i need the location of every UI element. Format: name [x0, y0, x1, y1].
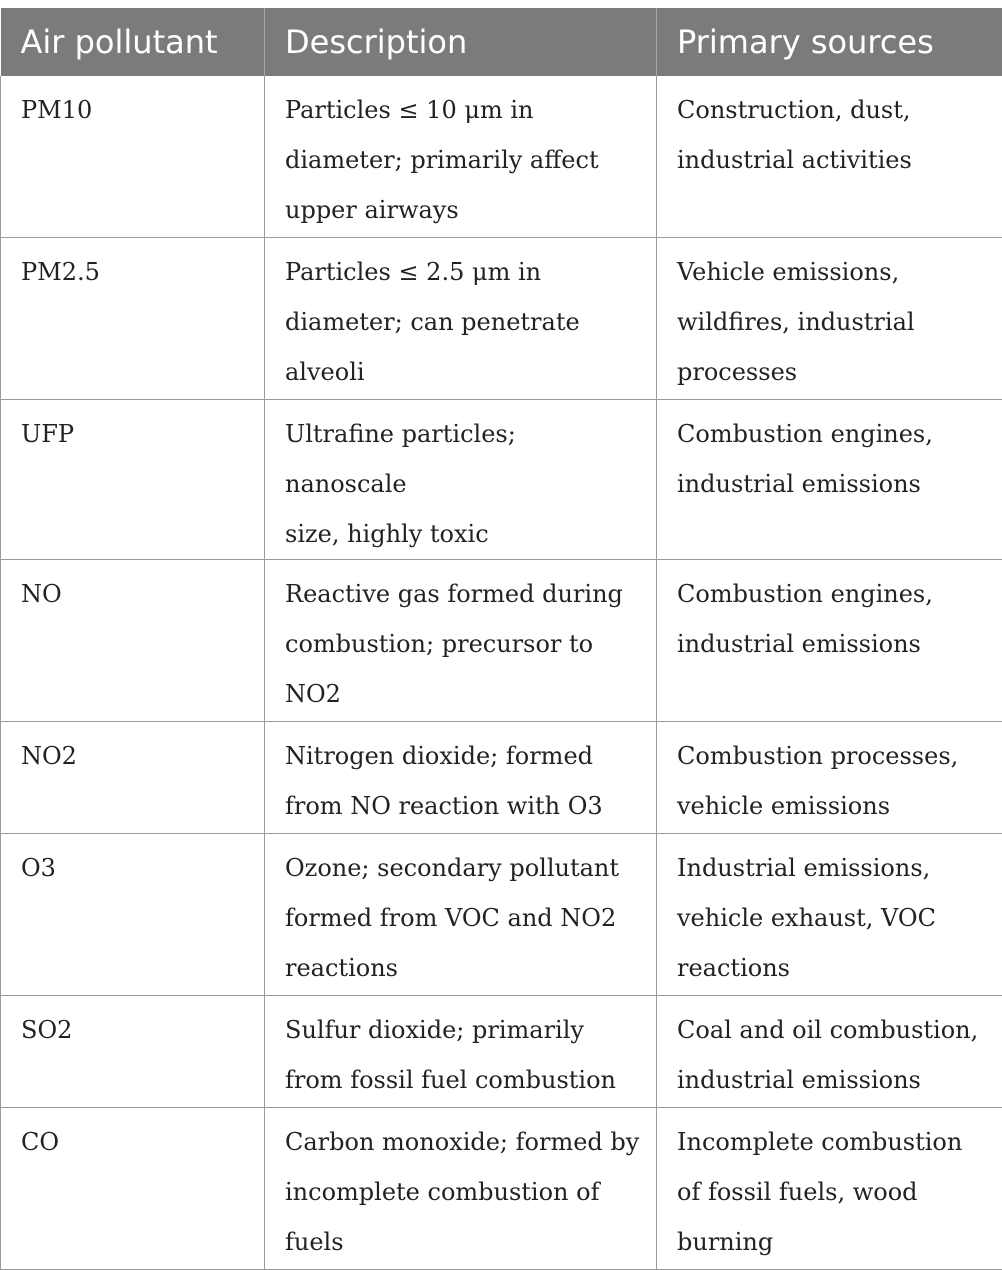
- pollutant-cell: [1, 76, 265, 238]
- pollutant-cell: [1, 560, 265, 722]
- pollutant-name: CO: [21, 1108, 250, 1167]
- description-line: Sulfur dioxide; primarily: [285, 1005, 642, 1055]
- sources-line: Vehicle emissions,: [677, 247, 988, 297]
- description-line: Carbon monoxide; formed by: [285, 1117, 642, 1167]
- pollutant-cell: [1, 996, 265, 1108]
- header-description: Description: [265, 8, 657, 76]
- description-line: Ozone; secondary pollutant: [285, 843, 642, 893]
- pollutant-name: O3: [21, 834, 250, 893]
- pollutant-name: NO: [21, 560, 250, 619]
- table-row: [1, 722, 1002, 834]
- description-line: Ultrafine particles; nanoscale: [285, 409, 642, 509]
- description-cell: [265, 400, 657, 560]
- description-cell: [265, 76, 657, 238]
- sources-line: industrial emissions: [677, 459, 988, 509]
- description-line: from fossil fuel combustion: [285, 1055, 642, 1105]
- pollutant-name: UFP: [21, 400, 250, 459]
- description-line: size, highly toxic: [285, 509, 642, 559]
- sources-line: Industrial emissions,: [677, 843, 988, 893]
- sources-line: Construction, dust,: [677, 85, 988, 135]
- sources-line: Combustion processes,: [677, 731, 988, 781]
- sources-line: Combustion engines,: [677, 409, 988, 459]
- header-air-pollutant: Air pollutant: [1, 8, 265, 76]
- sources-line: industrial emissions: [677, 619, 988, 669]
- description-cell: [265, 560, 657, 722]
- sources-cell: [657, 400, 1002, 560]
- description-line: Reactive gas formed during: [285, 569, 642, 619]
- table-row: [1, 238, 1002, 400]
- table-row: [1, 400, 1002, 560]
- sources-line: wildfires, industrial: [677, 297, 988, 347]
- sources-cell: [657, 560, 1002, 722]
- sources-cell: [657, 76, 1002, 238]
- header-primary-sources: Primary sources: [657, 8, 1002, 76]
- sources-line: processes: [677, 347, 988, 397]
- pollutant-name: SO2: [21, 996, 250, 1055]
- table-row: [1, 1108, 1002, 1270]
- description-line: incomplete combustion of: [285, 1167, 642, 1217]
- sources-line: of fossil fuels, wood: [677, 1167, 988, 1217]
- description-line: diameter; primarily affect: [285, 135, 642, 185]
- pollutants-table: [0, 8, 1002, 1270]
- description-line: diameter; can penetrate: [285, 297, 642, 347]
- description-line: fuels: [285, 1217, 642, 1267]
- pollutant-name: PM10: [21, 76, 250, 135]
- description-cell: [265, 996, 657, 1108]
- sources-cell: [657, 238, 1002, 400]
- sources-line: Coal and oil combustion,: [677, 1005, 988, 1055]
- description-line: NO2: [285, 669, 642, 719]
- sources-line: burning: [677, 1217, 988, 1267]
- description-line: reactions: [285, 943, 642, 993]
- sources-cell: [657, 722, 1002, 834]
- sources-cell: [657, 834, 1002, 996]
- pollutant-cell: [1, 1108, 265, 1270]
- sources-line: Combustion engines,: [677, 569, 988, 619]
- sources-line: vehicle emissions: [677, 781, 988, 831]
- table-row: [1, 76, 1002, 238]
- sources-line: vehicle exhaust, VOC: [677, 893, 988, 943]
- sources-line: reactions: [677, 943, 988, 993]
- table-row: [1, 996, 1002, 1108]
- pollutant-cell: [1, 722, 265, 834]
- header-row: [1, 8, 1002, 76]
- description-cell: [265, 238, 657, 400]
- description-line: Particles ≤ 2.5 μm in: [285, 247, 642, 297]
- table-row: [1, 560, 1002, 722]
- description-line: combustion; precursor to: [285, 619, 642, 669]
- description-line: alveoli: [285, 347, 642, 397]
- pollutant-cell: [1, 400, 265, 560]
- description-line: Nitrogen dioxide; formed: [285, 731, 642, 781]
- pollutant-cell: [1, 238, 265, 400]
- description-line: Particles ≤ 10 μm in: [285, 85, 642, 135]
- sources-cell: [657, 1108, 1002, 1270]
- description-cell: [265, 722, 657, 834]
- sources-line: industrial emissions: [677, 1055, 988, 1105]
- table-header: [1, 8, 1002, 76]
- description-line: formed from VOC and NO2: [285, 893, 642, 943]
- table-body: [1, 76, 1002, 1270]
- description-line: upper airways: [285, 185, 642, 235]
- table-row: [1, 834, 1002, 996]
- sources-line: Incomplete combustion: [677, 1117, 988, 1167]
- pollutant-name: PM2.5: [21, 238, 250, 297]
- pollutant-cell: [1, 834, 265, 996]
- description-line: from NO reaction with O3: [285, 781, 642, 831]
- description-cell: [265, 1108, 657, 1270]
- sources-cell: [657, 996, 1002, 1108]
- pollutant-name: NO2: [21, 722, 250, 781]
- description-cell: [265, 834, 657, 996]
- sources-line: industrial activities: [677, 135, 988, 185]
